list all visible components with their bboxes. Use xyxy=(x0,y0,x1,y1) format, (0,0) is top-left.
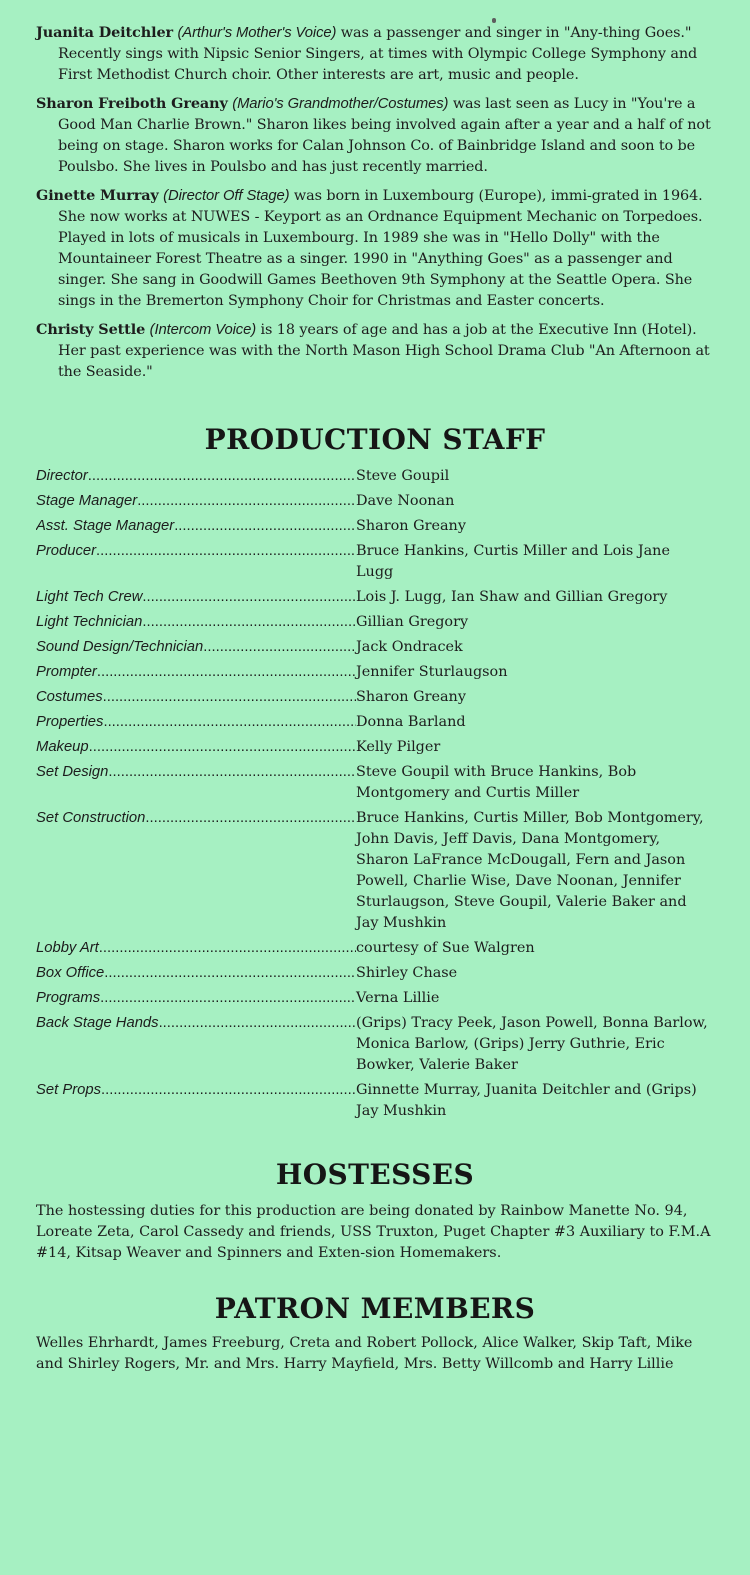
staff-row xyxy=(36,963,714,984)
dot-leader xyxy=(142,612,356,633)
staff-row xyxy=(36,938,714,959)
dot-leader xyxy=(99,938,356,959)
staff-row xyxy=(36,737,714,758)
staff-names: Donna Barland xyxy=(356,714,466,730)
staff-role: Costumes xyxy=(36,689,103,705)
bio-role: (Arthur's Mother's Voice) xyxy=(177,25,337,41)
dot-leader xyxy=(88,466,356,487)
dot-leader xyxy=(89,737,356,758)
staff-names: Steve Goupil xyxy=(356,468,450,484)
bio-juanita-deitchler xyxy=(36,22,714,86)
bio-text: is 18 years of age and has a job at the Executive Inn (Hotel). Her past experience was with the North Mason High School Drama Club "An Afternoon at the Seaside." xyxy=(58,322,710,380)
staff-row xyxy=(36,612,714,633)
staff-names: Bruce Hankins, Curtis Miller and Lois Jane Lugg xyxy=(356,543,670,580)
dot-leader xyxy=(101,1080,356,1122)
bio-name: Juanita Deitchler xyxy=(36,24,173,41)
dot-leader xyxy=(137,491,356,512)
staff-names: Dave Noonan xyxy=(356,493,455,509)
staff-names: Lois J. Lugg, Ian Shaw and Gillian Gregory xyxy=(356,589,668,605)
bio-christy-settle xyxy=(36,319,714,383)
staff-role: Set Construction xyxy=(36,810,146,826)
bio-sharon-greany xyxy=(36,93,714,178)
production-staff-list xyxy=(36,466,714,1122)
dot-leader xyxy=(145,808,356,934)
staff-role: Producer xyxy=(36,543,97,559)
hostesses-heading: HOSTESSES xyxy=(275,1158,475,1191)
program-page xyxy=(36,22,714,1375)
staff-row xyxy=(36,516,714,537)
staff-names: Shirley Chase xyxy=(356,965,458,981)
bio-role: (Mario's Grandmother/Costumes) xyxy=(232,96,449,112)
staff-row xyxy=(36,1013,714,1076)
staff-row xyxy=(36,988,714,1009)
staff-names: Sharon Greany xyxy=(356,689,466,705)
staff-names: Gillian Gregory xyxy=(356,614,469,630)
staff-row xyxy=(36,637,714,658)
staff-names: Ginnette Murray, Juanita Deitchler and (Grips) Jay Mushkin xyxy=(356,1082,697,1119)
staff-names: (Grips) Tracy Peek, Jason Powell, Bonna Barlow, Monica Barlow, (Grips) Jerry Guthrie, Eric Bowker, Valerie Baker xyxy=(356,1015,708,1073)
staff-row xyxy=(36,808,714,934)
bio-text: was born in Luxembourg (Europe), immi-grated in 1964. She now works at NUWES - Keyport as an Ordnance Equipment Mechanic on Torpedoes. Played in lots of musicals in Luxembourg. In 1989 she was in "Hello Dolly" with the Mountaineer Forest Theatre as a singer. 1990 in "Anything Goes" as a passenger and singer. She sang in Goodwill Games Beethoven 9th Symphony at the Seattle Opera. She sings in the Bremerton Symphony Choir for Christmas and Easter concerts. xyxy=(58,188,703,309)
staff-role: Properties xyxy=(36,714,104,730)
staff-role: Makeup xyxy=(36,739,89,755)
staff-role: Back Stage Hands xyxy=(36,1015,159,1031)
dot-leader xyxy=(103,687,356,708)
dot-leader xyxy=(203,637,356,658)
dot-leader xyxy=(100,988,356,1009)
staff-role: Asst. Stage Manager xyxy=(36,518,175,534)
dot-leader xyxy=(108,762,356,804)
hostesses-text: The hostessing duties for this production are being donated by Rainbow Manette No. 94, Loreate Zeta, Carol Cassedy and friends, USS Truxton, Puget Chapter #3 Auxiliary to F.M.A #14, Kitsap Weaver and Spinners and Exten-sion Homemakers. xyxy=(36,1203,711,1261)
staff-role: Box Office xyxy=(36,965,105,981)
staff-role: Director xyxy=(36,468,88,484)
staff-row xyxy=(36,662,714,683)
dot-leader xyxy=(159,1013,356,1076)
staff-role: Light Tech Crew xyxy=(36,589,143,605)
staff-role: Programs xyxy=(36,990,101,1006)
dot-leader xyxy=(96,541,356,583)
staff-names: courtesy of Sue Walgren xyxy=(356,940,535,956)
dot-leader xyxy=(174,516,356,537)
bio-text: was a passenger and singer in "Any-thing Goes." Recently sings with Nipsic Senior Singers, at times with Olympic College Symphony and First Methodist Church choir. Other interests are art, music and people. xyxy=(58,25,698,83)
staff-row xyxy=(36,712,714,733)
staff-row xyxy=(36,466,714,487)
staff-row xyxy=(36,587,714,608)
bio-role: (Intercom Voice) xyxy=(149,322,257,338)
dot-leader xyxy=(104,963,356,984)
staff-row xyxy=(36,687,714,708)
patron-members-heading: PATRON MEMBERS xyxy=(214,1292,536,1325)
staff-names: Bruce Hankins, Curtis Miller, Bob Montgomery, John Davis, Jeff Davis, Dana Montgomery, Sharon LaFrance McDougall, Fern and Jason Powell, Charlie Wise, Dave Noonan, Jennifer Sturlaugson, Steve Goupil, Valerie Baker and Jay Mushkin xyxy=(356,810,704,931)
staff-names: Steve Goupil with Bruce Hankins, Bob Montgomery and Curtis Miller xyxy=(356,764,637,801)
dot-leader xyxy=(103,712,356,733)
staff-names: Sharon Greany xyxy=(356,518,466,534)
bio-role: (Director Off Stage) xyxy=(163,188,290,204)
bio-text: was last seen as Lucy in "You're a Good Man Charlie Brown." Sharon likes being involved again after a year and a half of not being on stage. Sharon works for Calan Johnson Co. of Bainbridge Island and soon to be Poulsbo. She lives in Poulsbo and has just recently married. xyxy=(58,96,711,175)
staff-row xyxy=(36,491,714,512)
staff-role: Set Design xyxy=(36,764,109,780)
staff-names: Jennifer Sturlaugson xyxy=(356,664,508,680)
patron-members-text: Welles Ehrhardt, James Freeburg, Creta and Robert Pollock, Alice Walker, Skip Taft, Mike and Shirley Rogers, Mr. and Mrs. Harry Mayfield, Mrs. Betty Willcomb and Harry Lillie xyxy=(36,1335,693,1372)
staff-row xyxy=(36,762,714,804)
staff-role: Stage Manager xyxy=(36,493,138,509)
bio-ginette-murray xyxy=(36,185,714,312)
staff-role: Light Technician xyxy=(36,614,143,630)
bio-name: Ginette Murray xyxy=(36,187,159,204)
dot-leader xyxy=(97,662,356,683)
staff-role: Sound Design/Technician xyxy=(36,639,204,655)
bio-name: Sharon Freiboth Greany xyxy=(36,95,228,112)
cast-bios xyxy=(36,22,714,383)
staff-role: Lobby Art xyxy=(36,940,99,956)
staff-row xyxy=(36,1080,714,1122)
staff-role: Prompter xyxy=(36,664,97,680)
production-staff-heading: PRODUCTION STAFF xyxy=(204,423,546,456)
dot-leader xyxy=(142,587,356,608)
staff-names: Jack Ondracek xyxy=(356,639,463,655)
staff-role: Set Props xyxy=(36,1082,101,1098)
staff-names: Kelly Pilger xyxy=(356,739,441,755)
staff-row xyxy=(36,541,714,583)
bio-name: Christy Settle xyxy=(36,321,146,338)
staff-names: Verna Lillie xyxy=(356,990,440,1006)
